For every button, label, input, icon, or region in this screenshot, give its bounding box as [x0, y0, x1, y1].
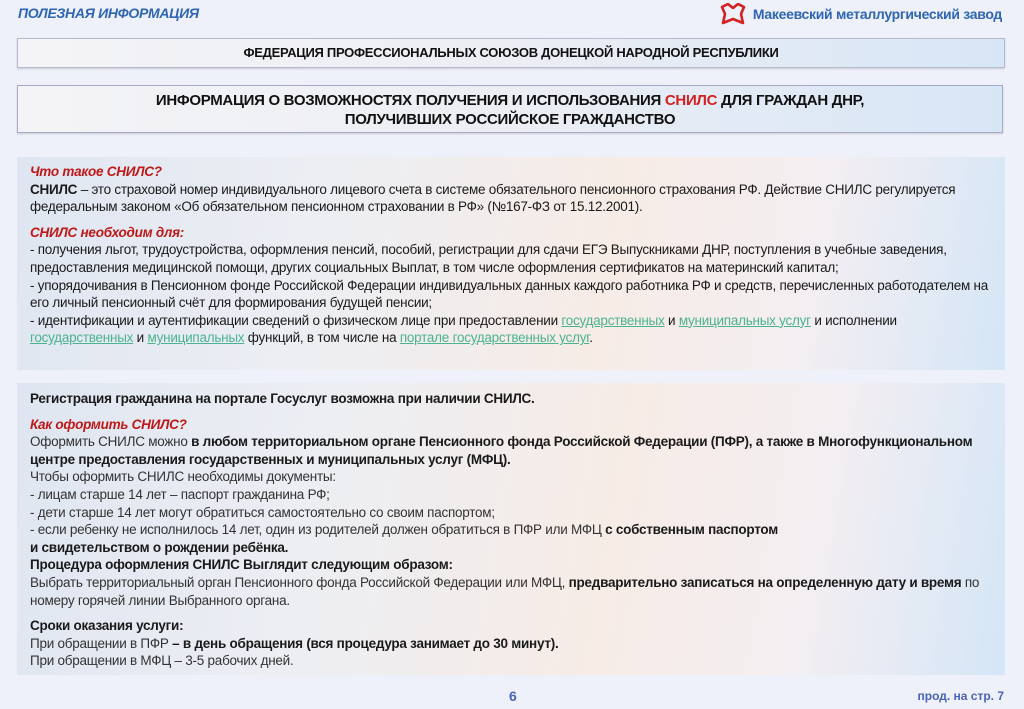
paragraph-gap — [30, 216, 992, 224]
paragraph — [30, 181, 992, 216]
link[interactable]: муниципальных — [147, 330, 245, 346]
paragraph — [30, 468, 992, 486]
text-run: Процедура оформления СНИЛС Выглядит следующим образом: — [30, 557, 453, 573]
subheading: Как оформить СНИЛС? — [30, 416, 187, 432]
link[interactable]: государственных — [30, 330, 134, 346]
paragraph — [30, 224, 992, 242]
company-name: Макеевский металлургический завод — [752, 6, 1002, 22]
text-run: – в день обращения (вся процедура занимает до 30 минут). — [172, 635, 559, 651]
text-run: - дети старше 14 лет могут обратиться самостоятельно со своим паспортом; — [30, 504, 495, 520]
link[interactable]: государственных — [561, 312, 665, 328]
text-run: При обращении в МФЦ – 3-5 рабочих дней. — [30, 653, 294, 669]
text-run: – это страховой номер индивидуального лицевого счета в системе обязательного пенсионного страхования РФ. Действие СНИЛС регулируется федеральным законом «Об обязательном пенсионном страховании в РФ» (№167-ФЗ от 15.12.2001). — [30, 181, 956, 215]
title-text: ИНФОРМАЦИЯ О ВОЗМОЖНОСТЯХ ПОЛУЧЕНИЯ И ИСПОЛЬЗОВАНИЯ — [155, 92, 665, 109]
text-run: - лицам старше 14 лет – паспорт гражданина РФ; — [30, 486, 330, 502]
paragraph — [30, 390, 992, 408]
paragraph — [30, 504, 992, 522]
snils-info-section — [17, 157, 1005, 370]
text-run: - идентификации и аутентификации сведений о физическом лице при предоставлении — [30, 312, 562, 328]
paragraph — [30, 635, 992, 653]
text-run: функций, в том числе на — [244, 330, 400, 346]
text-run: - получения льгот, трудоустройства, оформления пенсий, пособий, регистрации для сдачи ЕГЭ Выпускниками ДНР, поступления в учебные заведения, предоставления медицинской помощи, других социальных Выплат, в том числе оформления сертификатов на материнский капитал; — [30, 242, 947, 275]
text-run: Выбрать территориальный орган Пенсионного фонда Российской Федерации или МФЦ, — [30, 574, 569, 590]
text-run: с собственным паспортом — [605, 522, 778, 538]
snils-registration-section — [17, 383, 1005, 675]
text-run: предварительно записаться на определенную дату и время — [568, 574, 962, 590]
title-line-2: ПОЛУЧИВШИХ РОССИЙСКОЕ ГРАЖДАНСТВО — [344, 111, 676, 128]
paragraph — [30, 277, 992, 312]
paragraph — [30, 486, 992, 504]
text-run: . — [589, 330, 593, 346]
paragraph-gap — [30, 609, 992, 617]
text-run: - упорядочивания в Пенсионном фонде Российской Федерации индивидуальных данных каждого работника РФ и средств, перечисленных работодателем на его личный пенсионный счёт для формирования будущей пенсии; — [30, 277, 988, 311]
text-run: по номеру горячей линии Выбранного органа. — [30, 574, 980, 608]
text-run: Оформить СНИЛС можно — [30, 434, 192, 450]
paragraph — [30, 617, 992, 635]
text-run: При обращении в ПФР — [30, 635, 173, 651]
text-run: Регистрация гражданина на портале Госуслуг возможна при наличии СНИЛС. — [30, 391, 535, 406]
title-line-1 — [18, 91, 1002, 110]
paragraph — [30, 312, 992, 347]
company-header — [719, 3, 1002, 25]
text-run: СНИЛС — [30, 181, 78, 197]
title-highlight: СНИЛС — [664, 92, 718, 109]
paragraph — [30, 652, 992, 670]
page-number: 6 — [509, 688, 517, 704]
text-run: и — [664, 312, 679, 328]
paragraph-gap — [30, 408, 992, 416]
text-run: в любом территориальном органе Пенсионного фонда Российской Федерации (ПФР), а также в Многофункциональном центре предоставления государственных и муниципальных услуг (МФЦ). — [30, 434, 973, 467]
subheading: СНИЛС необходим для: — [30, 224, 185, 240]
page-title — [17, 85, 1003, 133]
paragraph — [30, 416, 992, 434]
title-text: ДЛЯ ГРАЖДАН ДНР, — [717, 92, 865, 109]
text-run: - если ребенку не исполнилось 14 лет, один из родителей должен обратиться в ПФР или МФЦ — [30, 522, 606, 538]
paragraph — [30, 433, 992, 468]
link[interactable]: портале государственных услуг — [399, 330, 590, 346]
star-crown-logo-icon — [719, 3, 747, 25]
paragraph — [30, 539, 992, 557]
paragraph — [30, 556, 992, 574]
text-run: и исполнении — [810, 312, 897, 328]
text-run: и свидетельством о рождении ребёнка. — [30, 539, 289, 555]
subheading: Что такое СНИЛС? — [30, 164, 162, 179]
text-run: и — [133, 330, 148, 346]
paragraph — [30, 521, 992, 539]
paragraph — [30, 241, 992, 276]
paragraph — [30, 574, 992, 609]
link[interactable]: муниципальных услуг — [678, 312, 811, 328]
continued-note: прод. на стр. 7 — [917, 689, 1004, 703]
text-run: Чтобы оформить СНИЛС необходимы документы: — [30, 469, 336, 485]
federation-banner: ФЕДЕРАЦИЯ ПРОФЕССИОНАЛЬНЫХ СОЮЗОВ ДОНЕЦКОЙ НАРОДНОЙ РЕСПУБЛИКИ — [17, 38, 1005, 68]
text-run: Сроки оказания услуги: — [30, 618, 184, 634]
section-label: ПОЛЕЗНАЯ ИНФОРМАЦИЯ — [18, 5, 199, 21]
paragraph — [30, 163, 992, 181]
